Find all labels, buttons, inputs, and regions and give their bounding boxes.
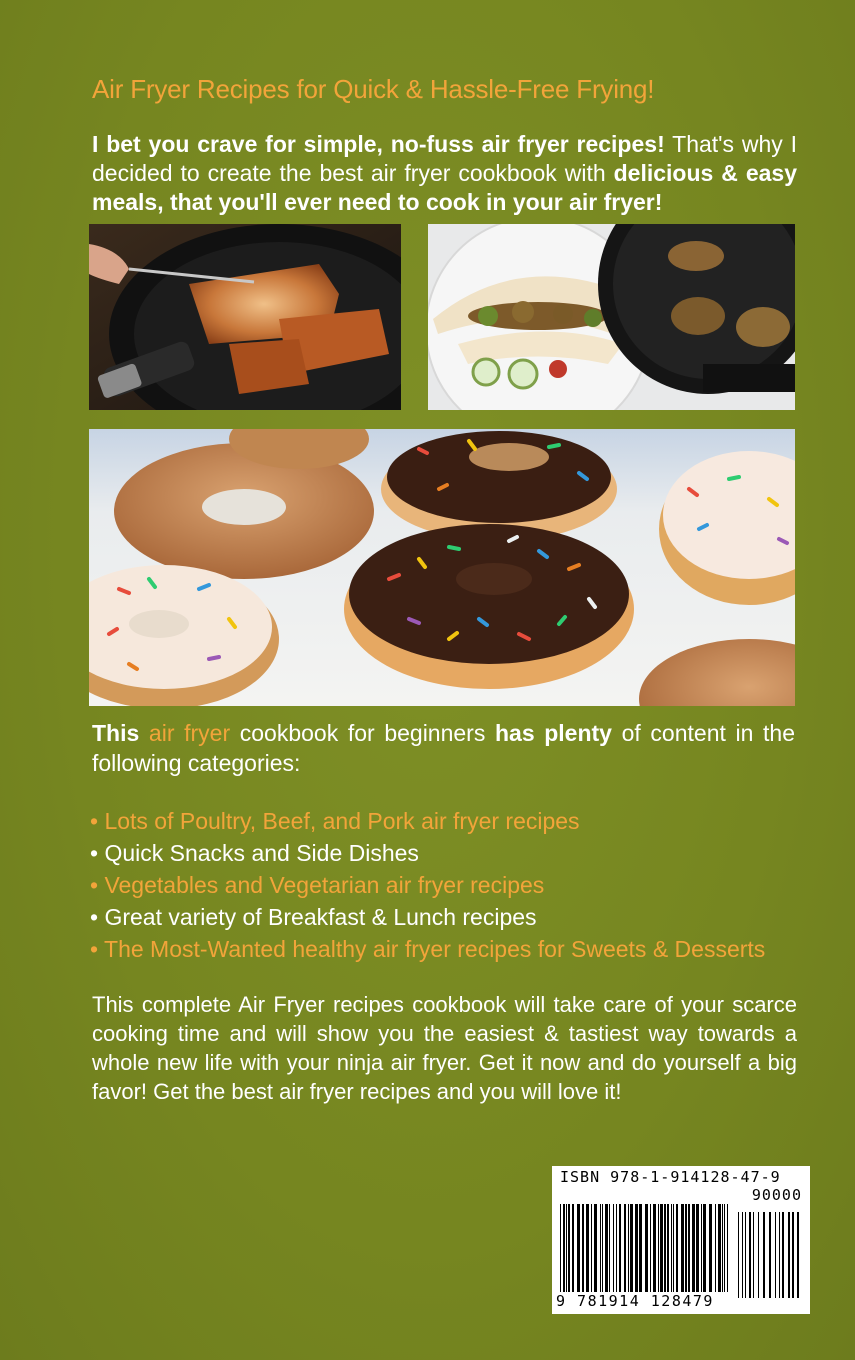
barcode-bar [681,1204,684,1292]
addon-bar [797,1212,799,1298]
categories-text-2: of content in the following categories: [92,720,796,776]
price-addon: 90000 [751,1186,802,1204]
addon-bar [788,1212,790,1298]
barcode-bar [577,1204,580,1292]
barcode-bar [685,1204,687,1292]
barcode-bar [676,1204,678,1292]
addon-bar [775,1212,776,1298]
barcode-bar [630,1204,633,1292]
barcode-bar [724,1204,725,1292]
barcode-bar [616,1204,617,1292]
barcode-bar [619,1204,621,1292]
addon-bar [742,1212,743,1298]
barcode-bar [692,1204,695,1292]
barcode-bar [658,1204,659,1292]
barcode-bar [609,1204,610,1292]
barcode-bar [667,1204,669,1292]
addon-bar [782,1212,784,1298]
isbn-barcode [552,1166,810,1314]
ean-number: 9 781914 128479 [556,1292,714,1310]
barcode-bar [582,1204,584,1292]
addon-bar [763,1212,765,1298]
barcode-bar [722,1204,723,1292]
barcode-bar [696,1204,699,1292]
addon-bar [779,1212,780,1298]
category-item: • Lots of Poultry, Beef, and Pork air fryer recipes [90,808,580,834]
barcode-bar [591,1204,592,1292]
categories-bold-2: has plenty [494,720,612,746]
categories-text-1: cookbook for beginners [239,720,486,746]
addon-bar [745,1212,746,1298]
category-item: • Vegetables and Vegetarian air fryer recipes [90,872,545,898]
donuts-photo [89,429,795,706]
barcode-bar [586,1204,589,1292]
barcode-bar [715,1204,716,1292]
air-fryer-meat-photo [89,224,401,410]
intro-paragraph [92,130,797,217]
barcode-bar [568,1204,570,1292]
outro-paragraph: This complete Air Fryer recipes cookbook will take care of your scarce cooking time and will show you the easiest & tastiest way towards a whole new life with your ninja air fryer. Get it now and do yourself a big favor! Get the best air fryer recipes and you will love it! [92,992,797,1104]
categories-intro [92,718,795,778]
categories-bold-1: This [92,720,140,746]
barcode-bar [639,1204,642,1292]
barcode-bar [653,1204,656,1292]
barcode-bar [624,1204,626,1292]
isbn-label: ISBN 978-1-914128-47-9 [560,1168,781,1186]
barcode-bar [703,1204,706,1292]
intro-bold-2: delicious & easy meals, that you'll ever need to cook in your air fryer! [92,160,797,215]
barcode-bars [560,1204,802,1304]
barcode-bar [628,1204,629,1292]
barcode-bar [572,1204,574,1292]
barcode-bar [701,1204,702,1292]
addon-bar [753,1212,754,1298]
category-item: • The Most-Wanted healthy air fryer recipes for Sweets & Desserts [90,936,766,962]
barcode-bar [664,1204,666,1292]
intro-text-1: That's why I decided to create the best air fryer cookbook with [92,131,797,186]
barcode-bar [660,1204,663,1292]
barcode-bar [673,1204,674,1292]
category-item: • Quick Snacks and Side Dishes [90,840,419,866]
barcode-bar [688,1204,690,1292]
category-item: • Great variety of Breakfast & Lunch recipes [90,904,537,930]
barcode-bar [709,1204,712,1292]
barcode-bar [605,1204,608,1292]
falafel-wraps-photo [428,224,795,410]
barcode-bar [727,1204,728,1292]
barcode-bar [613,1204,614,1292]
headline: Air Fryer Recipes for Quick & Hassle-Free Frying! [92,74,655,104]
barcode-bar [650,1204,651,1292]
barcode-bar [566,1204,567,1292]
barcode-bar [560,1204,561,1292]
addon-bar [769,1212,771,1298]
barcode-bar [563,1204,565,1292]
barcode-bar [645,1204,648,1292]
addon-bar [792,1212,794,1298]
barcode-bar [635,1204,638,1292]
category-list [90,805,765,965]
categories-accent: air fryer [148,720,231,746]
barcode-bar [594,1204,597,1292]
addon-bar [758,1212,759,1298]
barcode-bar [600,1204,601,1292]
addon-bar [749,1212,751,1298]
barcode-bar [671,1204,672,1292]
barcode-bar [602,1204,603,1292]
barcode-bar [718,1204,721,1292]
addon-bar [738,1212,739,1298]
intro-bold-1: I bet you crave for simple, no-fuss air fryer recipes! [92,131,665,157]
